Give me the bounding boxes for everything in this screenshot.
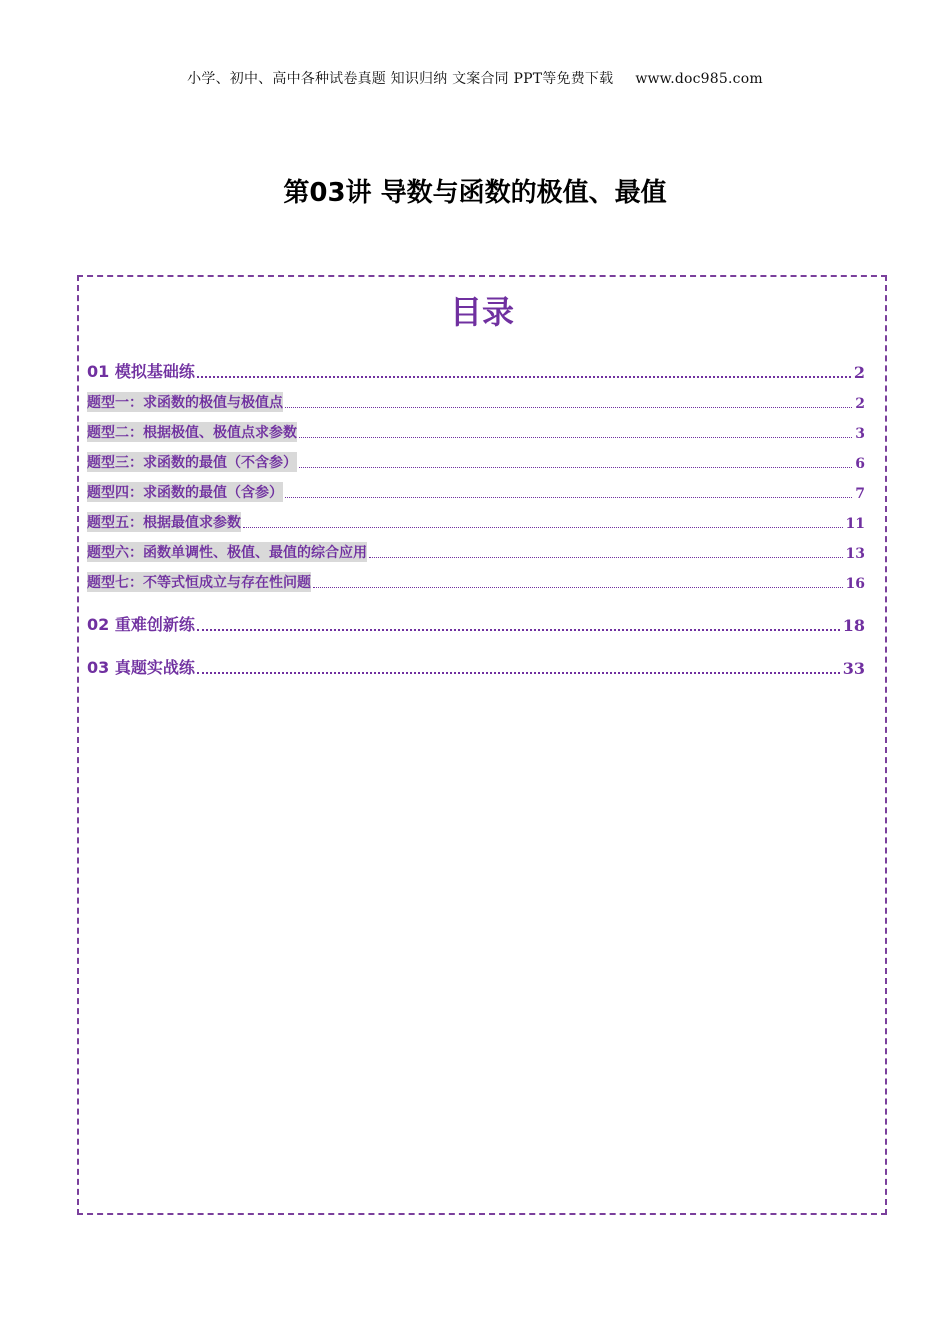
toc-entry-page: 3 xyxy=(855,426,865,442)
toc-entry-type-5[interactable] xyxy=(87,512,865,532)
toc-entry-type-7[interactable] xyxy=(87,572,865,592)
toc-entry-page: 2 xyxy=(855,396,865,412)
toc-entry-type-2[interactable] xyxy=(87,422,865,442)
document-title: 第03讲 导数与函数的极值、最值 xyxy=(283,178,667,208)
toc-entry-page: 2 xyxy=(853,363,865,382)
header-site-link[interactable]: www.doc985.com xyxy=(635,71,763,87)
toc-entry-type-1[interactable] xyxy=(87,392,865,412)
toc-heading: 目录 xyxy=(449,293,514,331)
toc-entry-page: 7 xyxy=(855,486,865,502)
table-of-contents xyxy=(77,275,887,1215)
toc-entry-basic-practice[interactable] xyxy=(87,359,865,382)
toc-leader xyxy=(197,672,840,674)
toc-entry-page: 6 xyxy=(855,456,865,472)
toc-entry-label: 题型五：根据最值求参数 xyxy=(87,512,241,532)
toc-entry-label: 题型一：求函数的极值与极值点 xyxy=(87,392,283,412)
toc-entry-label: 题型二：根据极值、极值点求参数 xyxy=(87,422,297,442)
toc-entry-page: 16 xyxy=(845,576,865,592)
toc-entry-type-6[interactable] xyxy=(87,542,865,562)
toc-entry-type-3[interactable] xyxy=(87,452,865,472)
toc-entry-page: 18 xyxy=(842,616,865,635)
toc-leader xyxy=(299,437,852,438)
toc-leader xyxy=(197,376,851,378)
toc-leader xyxy=(313,587,843,588)
toc-leader xyxy=(197,629,840,631)
toc-entry-page: 33 xyxy=(842,659,865,678)
toc-entry-label: 题型四：求函数的最值（含参） xyxy=(87,482,283,502)
toc-leader xyxy=(369,557,843,558)
toc-entry-advanced-practice[interactable] xyxy=(87,612,865,635)
header-text: 小学、初中、高中各种试卷真题 知识归纳 文案合同 PPT等免费下载 xyxy=(187,71,614,87)
toc-leader xyxy=(299,467,852,468)
toc-leader xyxy=(285,497,852,498)
toc-entry-label: 01 模拟基础练 xyxy=(87,362,195,381)
toc-entry-label: 02 重难创新练 xyxy=(87,615,195,634)
toc-entry-type-4[interactable] xyxy=(87,482,865,502)
toc-leader xyxy=(285,407,852,408)
toc-entry-real-exam-practice[interactable] xyxy=(87,655,865,678)
toc-leader xyxy=(243,527,843,528)
toc-entry-label: 题型三：求函数的最值（不含参） xyxy=(87,452,297,472)
page-header xyxy=(0,68,950,88)
toc-entry-page: 11 xyxy=(845,516,865,532)
toc-entry-label: 03 真题实战练 xyxy=(87,658,195,677)
toc-entry-label: 题型七：不等式恒成立与存在性问题 xyxy=(87,572,311,592)
toc-entry-label: 题型六：函数单调性、极值、最值的综合应用 xyxy=(87,542,367,562)
toc-entry-page: 13 xyxy=(845,546,865,562)
